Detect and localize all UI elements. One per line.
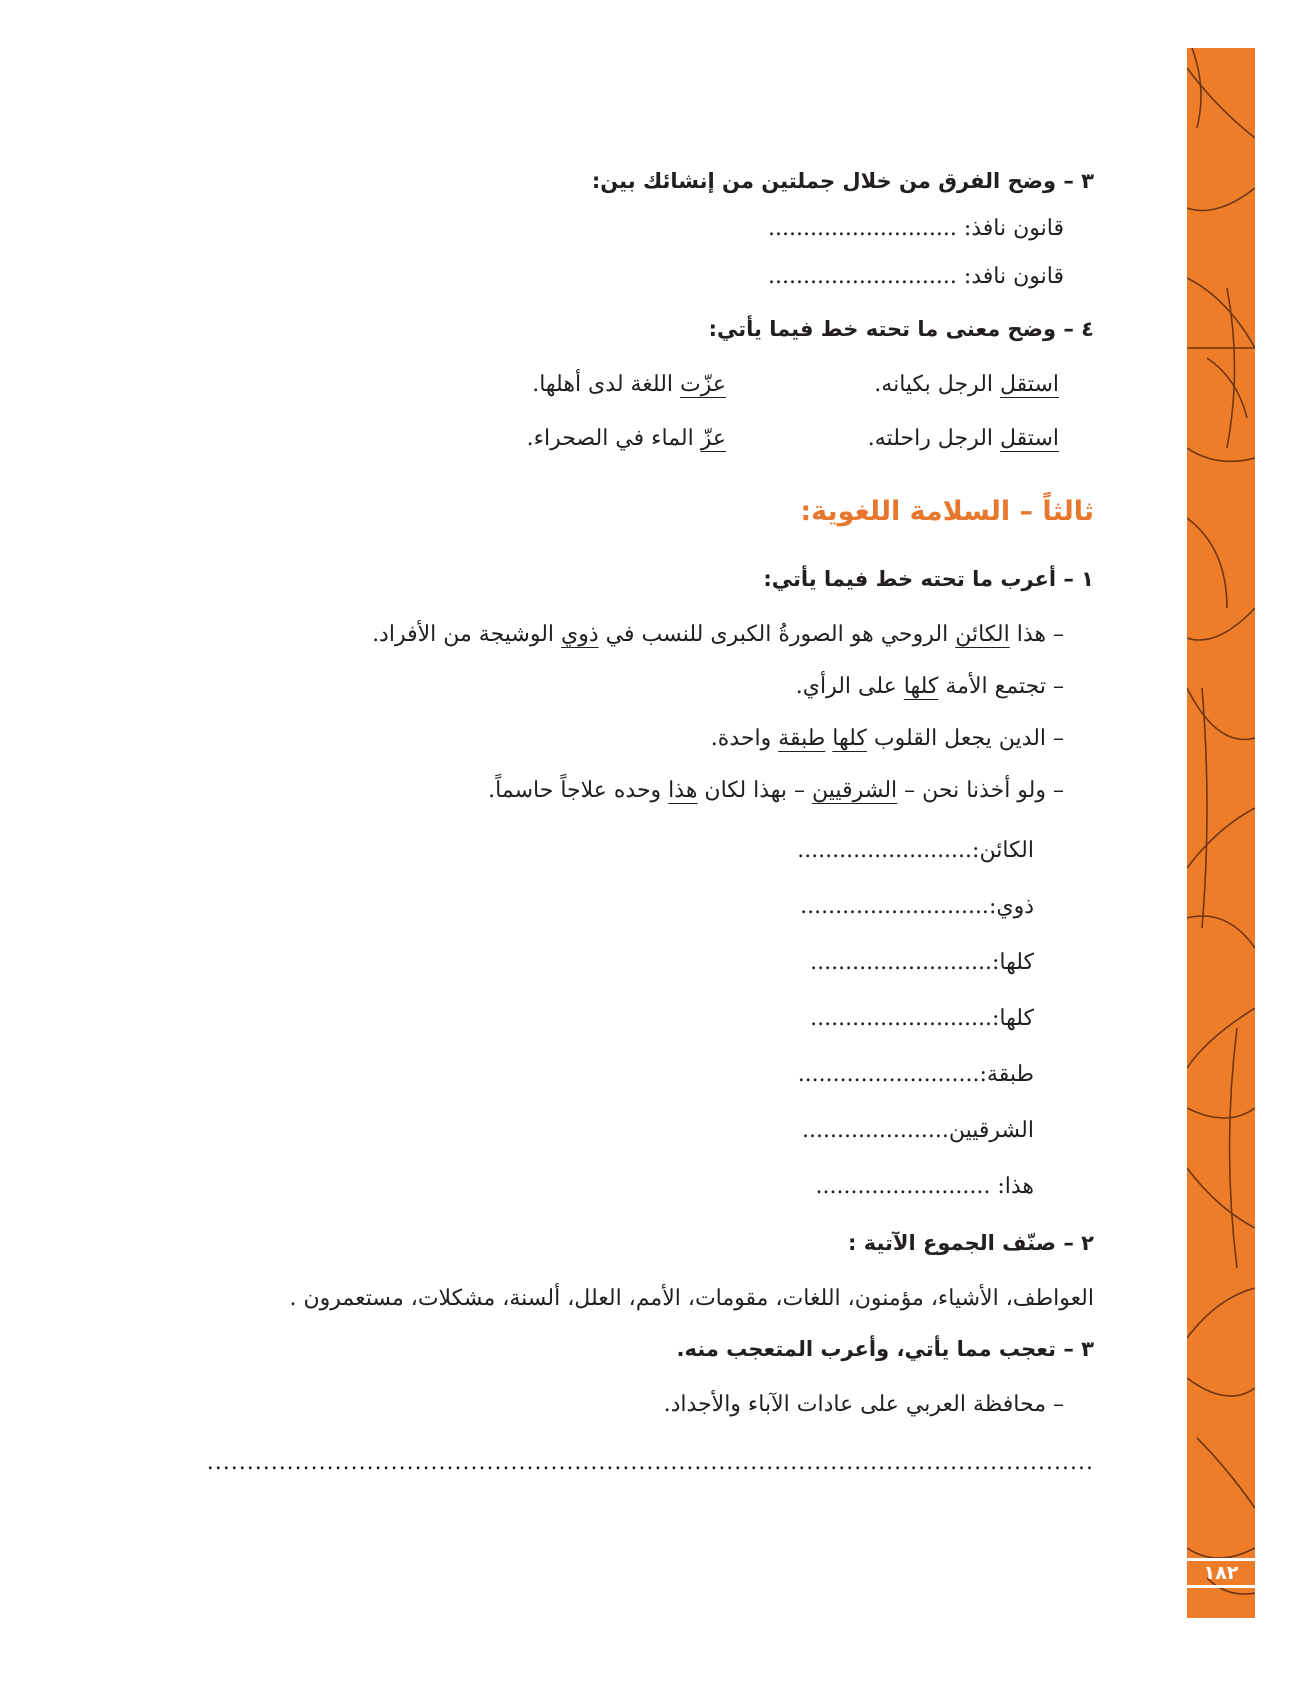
answer-line xyxy=(802,1116,1034,1146)
plurals-list: العواطف، الأشياء، مؤمنون، اللغات، مقومات، الأمم، العلل، ألسنة، مشكلات، مستعمرون . xyxy=(289,1286,1094,1311)
text-part: – ولو أخذنا نحن – xyxy=(897,778,1064,803)
underlined-word: كلها xyxy=(832,726,867,751)
text-part: على الرأي. xyxy=(795,674,904,699)
band-pattern xyxy=(1187,48,1255,1618)
answer-line xyxy=(798,1060,1034,1090)
answer-blank[interactable]: .................... xyxy=(802,1118,942,1143)
q3-item-1-label: قانون نافذ: xyxy=(963,216,1064,241)
text-part: وحده علاجاً حاسماً. xyxy=(488,778,669,803)
answer-line xyxy=(815,1172,1034,1202)
q4-row-1-right xyxy=(874,370,1059,400)
s3-q3-title: تعجب مما يأتي، وأعرب المتعجب منه. xyxy=(676,1337,1057,1361)
underlined-word: استقل xyxy=(1000,372,1059,397)
sentence-rest: الرجل بكيانه. xyxy=(874,372,1001,397)
answer-label: الشرقيين. xyxy=(941,1118,1034,1143)
s3-q3-number: ٣ – xyxy=(1063,1337,1094,1361)
q4-row-2-right xyxy=(868,424,1059,454)
q3-item-2-label: قانون نافد: xyxy=(963,264,1064,289)
sentence-rest: اللغة لدى أهلها. xyxy=(532,372,681,397)
answer-line xyxy=(800,892,1034,922)
answer-label: كلها: xyxy=(991,950,1034,975)
s3-q2-heading xyxy=(848,1228,1094,1258)
q4-row-2-left xyxy=(527,424,726,454)
text-part: – بهذا لكان xyxy=(697,778,813,803)
answer-blank[interactable]: ........................... xyxy=(768,264,957,289)
sentence-rest: الرجل راحلته. xyxy=(867,426,1001,451)
answer-label: الكائن: xyxy=(972,838,1034,863)
sentence-4 xyxy=(488,776,1064,806)
q3-title: وضح الفرق من خلال جملتين من إنشائك بين: xyxy=(591,169,1057,193)
sentence-3 xyxy=(711,724,1064,754)
underlined-word: الكائن xyxy=(955,622,1010,647)
text-part: الوشيجة من الأفراد. xyxy=(372,622,562,647)
answer-label: طبقة: xyxy=(979,1062,1034,1087)
underlined-word: طبقة xyxy=(778,726,826,751)
section-3-title: ثالثاً – السلامة اللغوية: xyxy=(800,496,1094,527)
q3-number: ٣ – xyxy=(1063,169,1094,193)
text-part: الروحي هو الصورةُ الكبرى للنسب في xyxy=(598,622,956,647)
answer-line xyxy=(810,948,1034,978)
answer-blank[interactable]: .......................... xyxy=(797,1062,980,1087)
s3-q3-heading xyxy=(677,1334,1094,1364)
exclamation-sentence: – محافظة العربي على عادات الآباء والأجداد. xyxy=(663,1392,1064,1417)
answer-blank[interactable]: ............................................................................................................... xyxy=(206,1450,1094,1475)
s3-q1-title: أعرب ما تحته خط فيما يأتي: xyxy=(763,567,1057,591)
answer-blank[interactable]: ......................... xyxy=(797,838,973,863)
answer-blank[interactable]: ......................... xyxy=(815,1174,991,1199)
answer-line xyxy=(797,836,1034,866)
s3-q1-number: ١ – xyxy=(1063,567,1094,591)
s3-q2-number: ٢ – xyxy=(1063,1231,1094,1255)
s3-q2-title: صنّف الجموع الآتية : xyxy=(848,1231,1057,1255)
text-part: – الدين يجعل القلوب xyxy=(866,726,1064,751)
sentence-rest: الماء في الصحراء. xyxy=(526,426,701,451)
q4-row-1-left xyxy=(532,370,726,400)
answer-line xyxy=(810,1004,1034,1034)
page-number: ١٨٢ xyxy=(1187,1558,1255,1588)
underlined-word: هذا xyxy=(668,778,698,803)
underlined-word: استقل xyxy=(1000,426,1059,451)
text-part: – هذا xyxy=(1009,622,1064,647)
q4-title: وضح معنى ما تحته خط فيما يأتي: xyxy=(708,317,1057,341)
answer-blank[interactable]: .......................... xyxy=(810,1006,992,1031)
q4-heading xyxy=(709,314,1094,344)
q3-item-1 xyxy=(768,214,1064,244)
text-part: – تجتمع الأمة xyxy=(938,674,1064,699)
underlined-word: الشرقيين xyxy=(812,778,898,803)
answer-label: هذا: xyxy=(990,1174,1034,1199)
q3-item-2 xyxy=(768,262,1064,292)
answer-blank[interactable]: .......................... xyxy=(810,950,992,975)
answer-blank[interactable]: ........................... xyxy=(800,894,989,919)
text-part: واحدة. xyxy=(710,726,779,751)
sentence-2 xyxy=(796,672,1064,702)
q3-heading xyxy=(592,166,1094,196)
answer-blank[interactable]: ........................... xyxy=(768,216,957,241)
answer-label: كلها: xyxy=(991,1006,1034,1031)
s3-q1-heading xyxy=(763,564,1094,594)
q4-number: ٤ – xyxy=(1063,317,1094,341)
underlined-word: ذوي xyxy=(561,622,599,647)
answer-label: ذوي: xyxy=(988,894,1034,919)
underlined-word: عزّت xyxy=(680,372,726,397)
sentence-1 xyxy=(372,620,1064,650)
side-decoration-band xyxy=(1187,48,1255,1618)
underlined-word: عزّ xyxy=(700,426,726,451)
underlined-word: كلها xyxy=(903,674,939,699)
